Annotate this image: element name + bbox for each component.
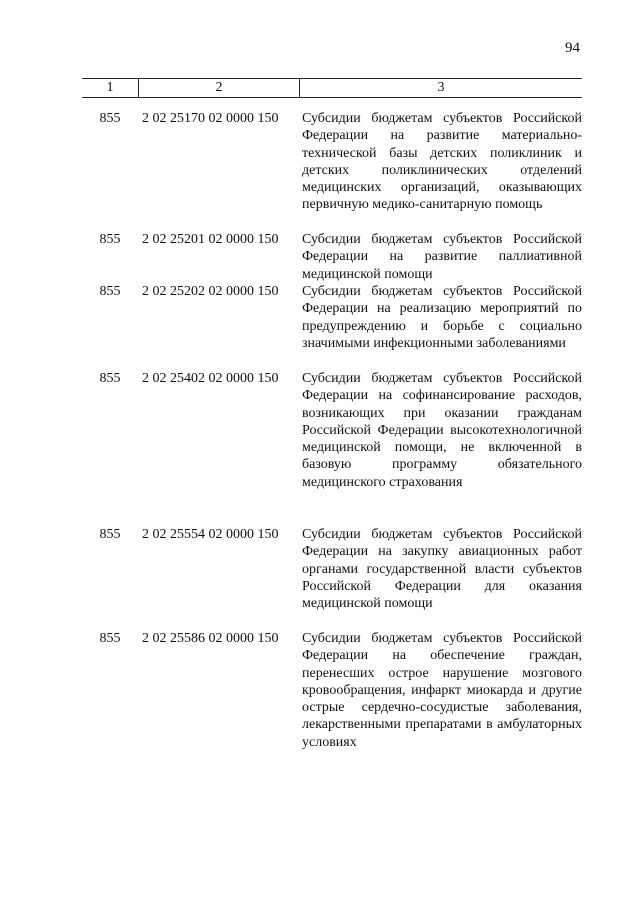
header-col-1: 1 [82,79,139,97]
admin-code: 855 [99,631,121,646]
page-number: 94 [565,40,580,56]
admin-code: 855 [99,284,121,299]
table-row [82,370,582,526]
admin-code: 855 [99,232,121,247]
description: Субсидии бюджетам субъектов Российской Федерации на закупку авиационных работ органами государственной власти субъектов Российской Федерации для оказания медицинской помощи [302,527,582,612]
description: Субсидии бюджетам субъектов Российской Федерации на развитие материально-технической базы детских поликлиник и детских поликлинических отделений медицинских организаций, оказывающих первичную медико-санитарную помощь [302,111,582,213]
table-row [82,630,582,751]
budget-code: 2 02 25170 02 0000 150 [142,111,279,126]
description: Субсидии бюджетам субъектов Российской Федерации на обеспечение граждан, перенесших острое нарушение мозгового кровообращения, инфаркт миокарда и другие острые сердечно-сосудистые заболевания, лекарственными препаратами в амбулаторных условиях [302,631,582,750]
budget-code: 2 02 25201 02 0000 150 [142,232,279,247]
table-row [82,231,582,283]
admin-code: 855 [99,371,121,386]
budget-code: 2 02 25202 02 0000 150 [142,284,279,299]
budget-code: 2 02 25554 02 0000 150 [142,527,279,542]
budget-code: 2 02 25402 02 0000 150 [142,371,279,386]
table-row [82,526,582,630]
description: Субсидии бюджетам субъектов Российской Федерации на софинансирование расходов, возникающих при оказании гражданам Российской Федерации высокотехнологичной медицинской помощи, не включенной в базовую программу обязательного медицинского страхования [302,371,582,490]
description: Субсидии бюджетам субъектов Российской Федерации на развитие паллиативной медицинской помощи [302,232,582,282]
description: Субсидии бюджетам субъектов Российской Федерации на реализацию мероприятий по предупреждению и борьбе с социально значимыми инфекционными заболеваниями [302,284,582,351]
table-body [82,110,582,751]
admin-code: 855 [99,111,121,126]
budget-code: 2 02 25586 02 0000 150 [142,631,279,646]
header-col-3: 3 [437,80,445,95]
table-row [82,110,582,231]
table-row [82,283,582,370]
admin-code: 855 [99,527,121,542]
table-header [82,78,582,98]
header-col-2: 2 [139,79,300,97]
